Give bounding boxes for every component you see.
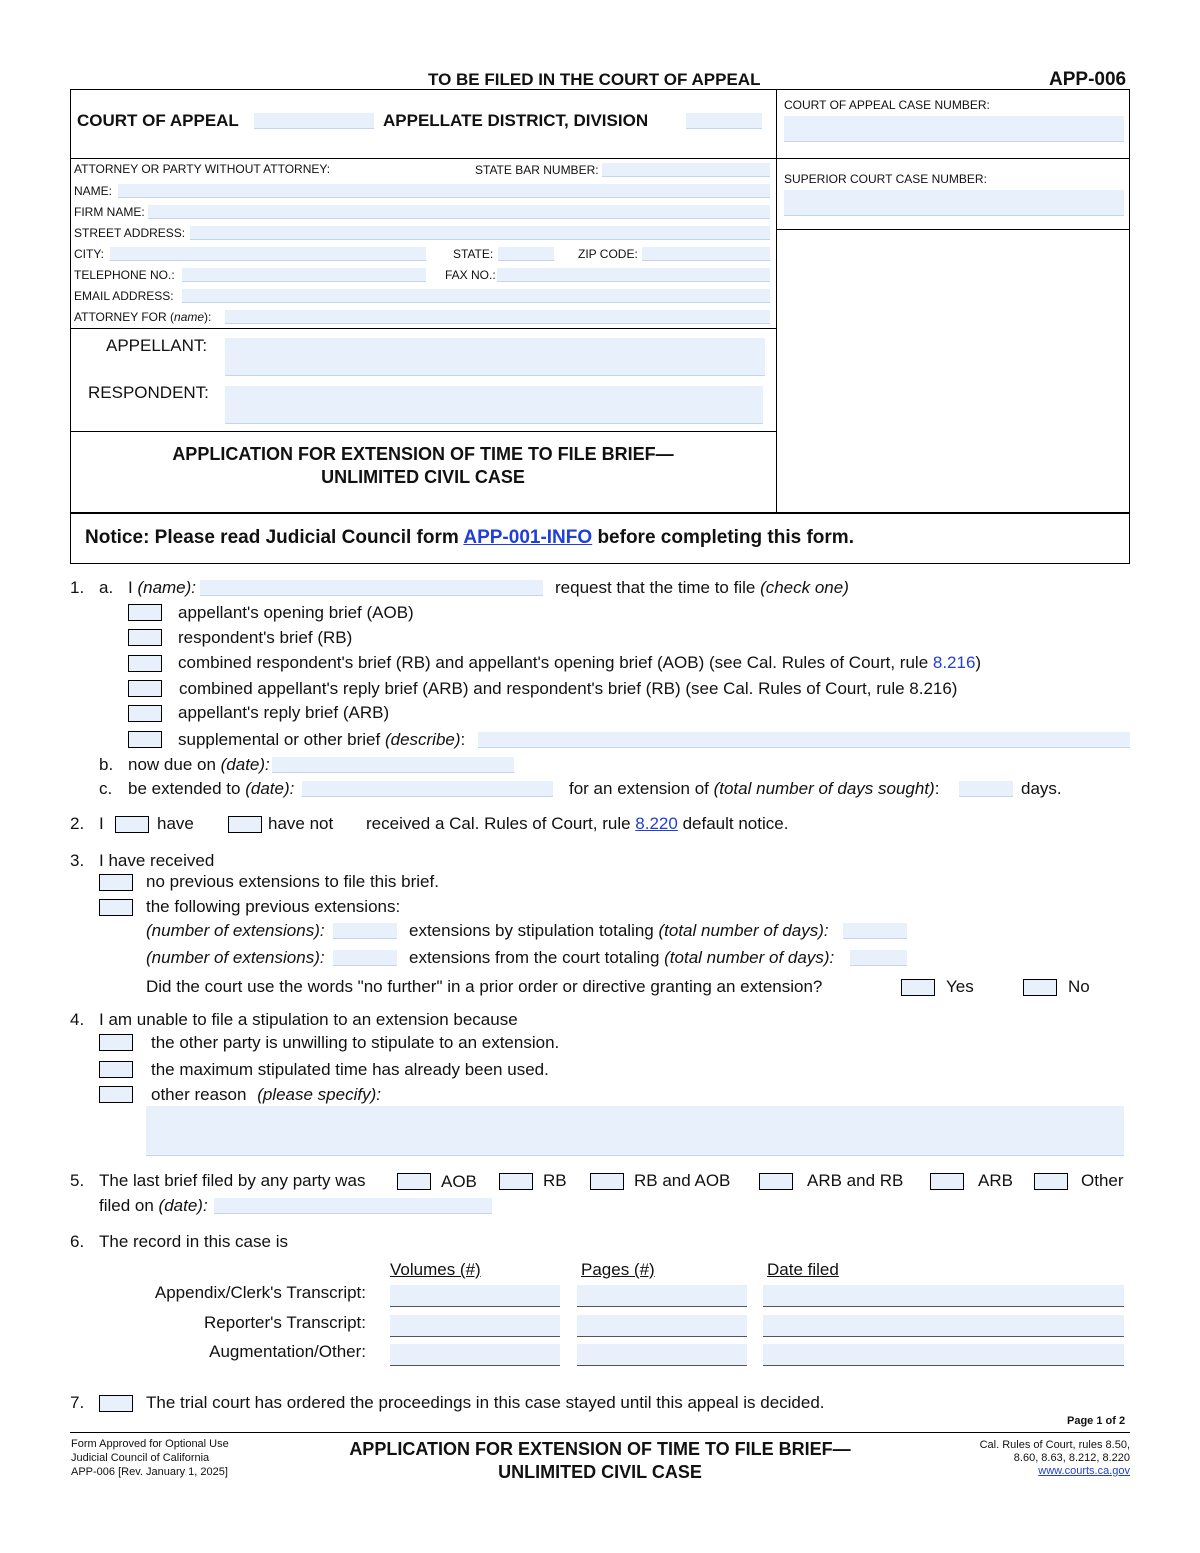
arb-option: appellant's reply brief (ARB)	[178, 703, 390, 722]
court-of-appeal-label: COURT OF APPEAL	[77, 111, 239, 130]
item2-i: I	[99, 814, 104, 833]
max-time-label: the maximum stipulated time has already been used.	[151, 1060, 549, 1079]
extension-days-text: for an extension of (total number of days sought):	[569, 779, 940, 798]
num-ext-court-label: (number of extensions):	[146, 948, 325, 967]
name-field[interactable]	[118, 184, 770, 198]
augmentation-volumes-field[interactable]	[390, 1344, 560, 1366]
arb-checkbox[interactable]	[128, 705, 162, 722]
last-aob-label: AOB	[441, 1172, 477, 1191]
item6-text: The record in this case is	[99, 1232, 288, 1251]
rb-checkbox[interactable]	[128, 629, 162, 646]
last-arb-rb-label: ARB and RB	[807, 1171, 904, 1190]
unwilling-label: the other party is unwilling to stipulate to an extension.	[151, 1033, 560, 1052]
request-text: request that the time to file (check one)	[555, 578, 849, 597]
num-ext-stip-field[interactable]	[333, 923, 397, 939]
days-sought-field[interactable]	[959, 781, 1013, 797]
city-label: CITY:	[74, 247, 105, 261]
yes-label: Yes	[946, 977, 974, 996]
no-further-question: Did the court use the words "no further" in a prior order or directive granting an extension?	[146, 977, 823, 996]
fax-label: FAX NO.:	[445, 268, 496, 282]
state-label: STATE:	[453, 247, 494, 261]
item5-text: The last brief filed by any party was	[99, 1171, 366, 1190]
name-label: NAME:	[74, 184, 113, 198]
last-aob-checkbox[interactable]	[397, 1173, 431, 1190]
last-arb-rb-checkbox[interactable]	[759, 1173, 793, 1190]
rb-aob-option: combined respondent's brief (RB) and appellant's opening brief (AOB) (see Cal. Rules of Court, rule 8.216)	[178, 653, 982, 672]
filing-note: TO BE FILED IN THE COURT OF APPEAL	[428, 70, 761, 89]
division-field[interactable]	[686, 113, 762, 129]
stayed-text: The trial court has ordered the proceedings in this case stayed until this appeal is decided.	[146, 1393, 825, 1412]
rb-option: respondent's brief (RB)	[178, 628, 353, 647]
stayed-checkbox[interactable]	[99, 1395, 133, 1412]
item7-num: 7.	[70, 1393, 85, 1412]
no-previous-checkbox[interactable]	[99, 874, 133, 891]
augmentation-label: Augmentation/Other:	[209, 1342, 366, 1361]
reporters-pages-field[interactable]	[577, 1315, 747, 1337]
following-previous-label: the following previous extensions:	[146, 897, 401, 916]
clerks-volumes-field[interactable]	[390, 1285, 560, 1307]
clerks-date-field[interactable]	[763, 1285, 1124, 1307]
clerks-transcript-label: Appendix/Clerk's Transcript:	[154, 1283, 366, 1302]
no-further-no-checkbox[interactable]	[1023, 979, 1057, 996]
have-label: have	[157, 814, 194, 833]
volumes-header: Volumes (#)	[390, 1260, 481, 1279]
augmentation-date-field[interactable]	[763, 1344, 1124, 1366]
have-not-checkbox[interactable]	[228, 816, 262, 833]
reporters-transcript-label: Reporter's Transcript:	[204, 1313, 366, 1332]
appellant-label: APPELLANT:	[106, 336, 208, 355]
form-approved: Form Approved for Optional Use Judicial Council of California APP-006 [Rev. January 1, 2025]	[71, 1438, 229, 1478]
district-field[interactable]	[254, 113, 374, 129]
item5-num: 5.	[70, 1171, 85, 1190]
last-arb-label: ARB	[978, 1171, 1013, 1190]
supplemental-describe-field[interactable]	[478, 732, 1130, 748]
last-other-label: Other	[1081, 1171, 1124, 1190]
firm-field[interactable]	[148, 205, 770, 219]
days-label: days.	[1021, 779, 1062, 798]
date-filed-header: Date filed	[767, 1260, 839, 1279]
fax-field[interactable]	[497, 268, 770, 282]
rb-aob-checkbox[interactable]	[128, 655, 162, 672]
form-id: APP-006	[1049, 69, 1127, 90]
from-court-label: extensions from the court totaling (total number of days):	[409, 948, 835, 967]
item1c-label: c.	[99, 779, 113, 798]
appellant-field[interactable]	[225, 338, 765, 376]
supplemental-option: supplemental or other brief (describe):	[178, 730, 466, 749]
zip-field[interactable]	[642, 247, 770, 261]
page-number: Page 1 of 2	[1067, 1415, 1126, 1427]
extended-to-field[interactable]	[302, 781, 553, 797]
arb-rb-option: combined appellant's reply brief (ARB) and respondent's brief (RB) (see Cal. Rules of Court, rule 8.216)	[179, 679, 958, 698]
firm-label: FIRM NAME:	[74, 205, 145, 219]
filed-on-text: filed on (date):	[99, 1196, 208, 1215]
clerks-pages-field[interactable]	[577, 1285, 747, 1307]
by-stip-label: extensions by stipulation totaling (total number of days):	[409, 921, 829, 940]
item1a-label: a.	[99, 578, 114, 597]
street-field[interactable]	[190, 226, 770, 240]
aob-checkbox[interactable]	[128, 604, 162, 621]
item1b-label: b.	[99, 755, 114, 774]
city-field[interactable]	[110, 247, 426, 261]
state-field[interactable]	[498, 247, 554, 261]
filed-on-field[interactable]	[214, 1198, 492, 1214]
last-rb-aob-checkbox[interactable]	[590, 1173, 624, 1190]
unwilling-checkbox[interactable]	[99, 1034, 133, 1051]
item3-text: I have received	[99, 851, 215, 870]
other-reason-label: other reason (please specify):	[151, 1085, 381, 1104]
item4-text: I am unable to file a stipulation to an extension because	[99, 1010, 518, 1029]
last-rb-label: RB	[543, 1171, 567, 1190]
reporters-date-field[interactable]	[763, 1315, 1124, 1337]
have-checkbox[interactable]	[115, 816, 149, 833]
form-title: APPLICATION FOR EXTENSION OF TIME TO FILE BRIEF— UNLIMITED CIVIL CASE	[172, 444, 674, 487]
attorney-heading: ATTORNEY OR PARTY WITHOUT ATTORNEY:	[74, 162, 331, 176]
now-due-field[interactable]	[272, 757, 514, 773]
respondent-label: RESPONDENT:	[88, 383, 209, 402]
aob-option: appellant's opening brief (AOB)	[178, 603, 414, 622]
num-ext-court-field[interactable]	[333, 950, 397, 966]
superior-case-number-field[interactable]	[784, 190, 1124, 216]
augmentation-pages-field[interactable]	[577, 1344, 747, 1366]
superior-case-number-label: SUPERIOR COURT CASE NUMBER:	[784, 172, 987, 186]
notice-text: Notice: Please read Judicial Council form APP-001-INFO before completing this form.	[85, 527, 854, 548]
arb-rb-checkbox[interactable]	[128, 680, 162, 697]
num-ext-stip-label: (number of extensions):	[146, 921, 325, 940]
item4-num: 4.	[70, 1010, 85, 1029]
appellate-district-label: APPELLATE DISTRICT, DIVISION	[383, 111, 649, 130]
extended-to-text: be extended to (date):	[128, 779, 295, 798]
have-not-label: have not	[268, 814, 334, 833]
state-bar-label: STATE BAR NUMBER:	[475, 163, 599, 177]
applicant-name-field[interactable]	[200, 580, 543, 596]
telephone-field[interactable]	[182, 268, 426, 282]
rule-8216-link[interactable]: 8.216	[932, 653, 976, 672]
rule-8220-link[interactable]: 8.220	[635, 814, 678, 833]
email-field[interactable]	[182, 289, 770, 303]
case-number-field[interactable]	[784, 116, 1124, 142]
max-time-checkbox[interactable]	[99, 1061, 133, 1078]
now-due-text: now due on (date):	[128, 755, 270, 774]
last-other-checkbox[interactable]	[1034, 1173, 1068, 1190]
last-rb-checkbox[interactable]	[499, 1173, 533, 1190]
footer-title: APPLICATION FOR EXTENSION OF TIME TO FILE BRIEF— UNLIMITED CIVIL CASE	[349, 1439, 851, 1482]
item1a-text: I (name):	[128, 578, 197, 597]
attorney-for-label: ATTORNEY FOR (name):	[74, 310, 212, 324]
reporters-volumes-field[interactable]	[390, 1315, 560, 1337]
item2-num: 2.	[70, 814, 85, 833]
pages-header: Pages (#)	[581, 1260, 655, 1279]
zip-label: ZIP CODE:	[578, 247, 638, 261]
no-further-yes-checkbox[interactable]	[901, 979, 935, 996]
no-previous-label: no previous extensions to file this brief.	[146, 872, 439, 891]
last-rb-aob-label: RB and AOB	[634, 1171, 731, 1190]
default-notice-text: received a Cal. Rules of Court, rule 8.220 default notice.	[366, 814, 789, 833]
item1-num: 1.	[70, 578, 85, 597]
no-label: No	[1068, 977, 1090, 996]
other-reason-checkbox[interactable]	[99, 1086, 133, 1103]
stip-days-field[interactable]	[843, 923, 907, 939]
other-reason-field[interactable]	[146, 1106, 1124, 1156]
state-bar-field[interactable]	[602, 163, 770, 177]
case-number-label: COURT OF APPEAL CASE NUMBER:	[784, 98, 990, 112]
street-label: STREET ADDRESS:	[74, 226, 186, 240]
court-days-field[interactable]	[850, 950, 907, 966]
app-001-info-link[interactable]: APP-001-INFO	[463, 527, 593, 548]
courts-website-link[interactable]: www.courts.ca.gov	[1038, 1465, 1130, 1477]
telephone-label: TELEPHONE NO.:	[74, 268, 175, 282]
item3-num: 3.	[70, 851, 85, 870]
email-label: EMAIL ADDRESS:	[74, 289, 174, 303]
attorney-for-field[interactable]	[225, 310, 770, 324]
last-arb-checkbox[interactable]	[930, 1173, 964, 1190]
item6-num: 6.	[70, 1232, 85, 1251]
supplemental-checkbox[interactable]	[128, 731, 162, 748]
following-previous-checkbox[interactable]	[99, 899, 133, 916]
rules-reference: Cal. Rules of Court, rules 8.50, 8.60, 8.63, 8.212, 8.220 www.courts.ca.gov	[900, 1439, 1130, 1478]
respondent-field[interactable]	[225, 386, 763, 424]
